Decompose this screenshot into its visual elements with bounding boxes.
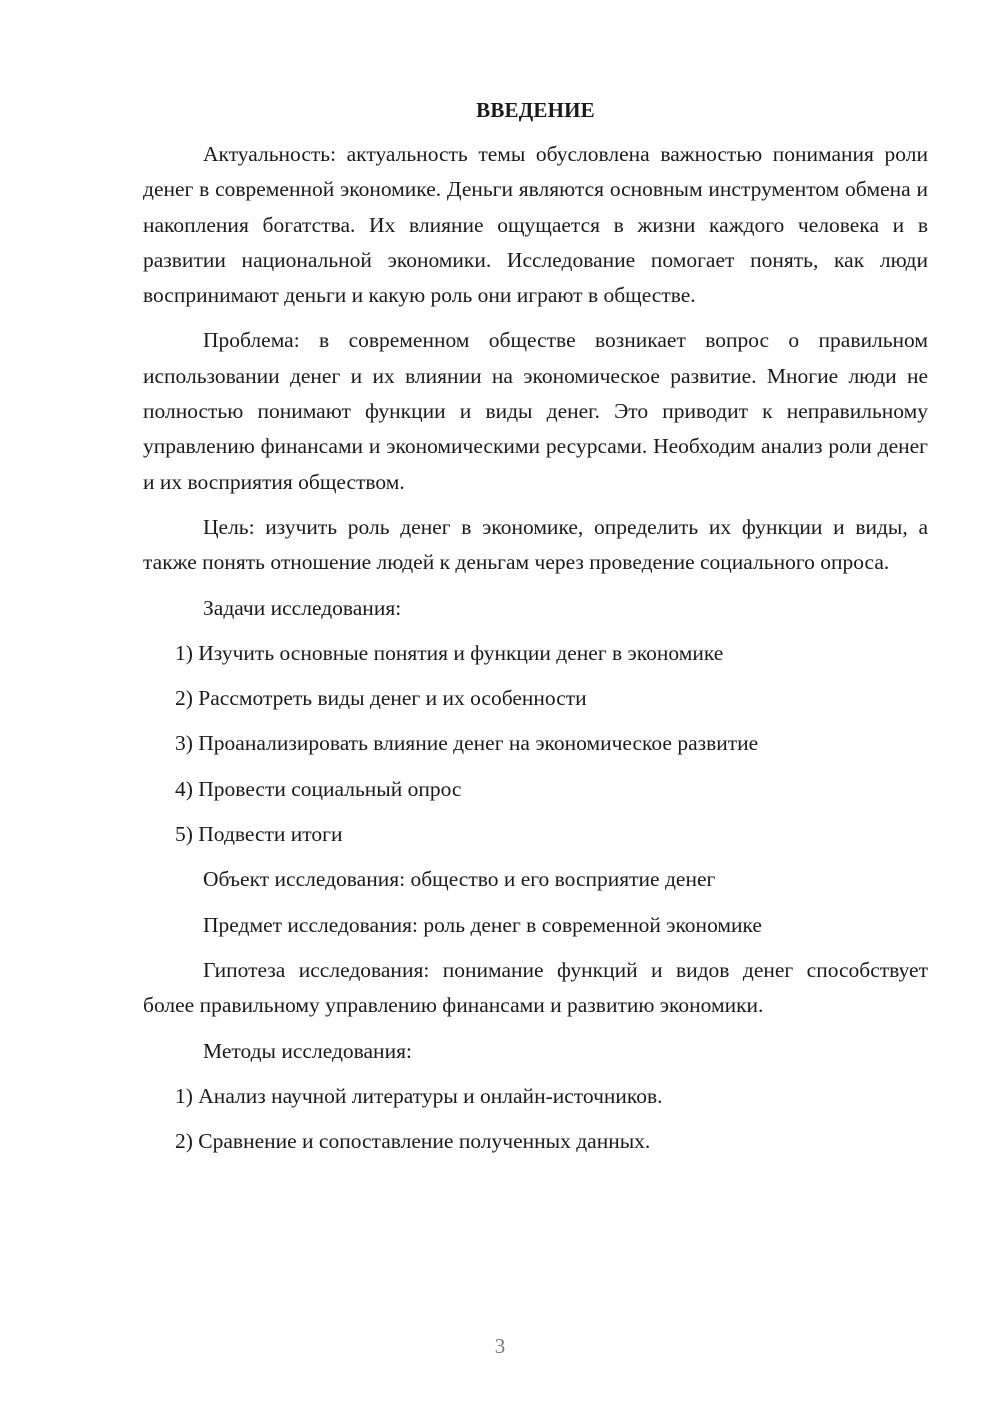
list-item: 4) Провести социальный опрос bbox=[175, 776, 462, 801]
list-item: 2) Рассмотреть виды денег и их особенности bbox=[175, 686, 587, 711]
relevance-paragraph: Актуальность: актуальность темы обусловлена важностью понимания роли денег в современной экономике. Деньги являются основным инструментом обмена и накопления богатства. Их влияние ощущается в жизни каждого человека и в развитии национальной экономики. Исследование помогает понять, как люди воспринимают деньги и какую роль они играют в обществе. bbox=[143, 142, 928, 308]
tasks-heading: Задачи исследования: bbox=[203, 595, 402, 620]
list-item: 1) Изучить основные понятия и функции денег в экономике bbox=[175, 640, 724, 665]
methods-list bbox=[143, 1079, 928, 1160]
tasks-list bbox=[143, 636, 928, 852]
goal-paragraph: Цель: изучить роль денег в экономике, определить их функции и виды, а также понять отношение людей к деньгам через проведение социального опроса. bbox=[143, 514, 928, 575]
object-line: Объект исследования: общество и его восприятие денег bbox=[203, 867, 716, 892]
section-title: ВВЕДЕНИЕ bbox=[476, 98, 595, 122]
list-item: 3) Проанализировать влияние денег на экономическое развитие bbox=[175, 731, 759, 756]
list-item: 2) Сравнение и сопоставление полученных данных. bbox=[175, 1129, 651, 1154]
problem-paragraph: Проблема: в современном обществе возникает вопрос о правильном использовании денег и их влиянии на экономическое развитие. Многие люди не полностью понимают функции и виды денег. Это приводит к неправильному управлению финансами и экономическими ресурсами. Необходим анализ роли денег и их восприятия обществом. bbox=[143, 328, 928, 494]
list-item: 1) Анализ научной литературы и онлайн-источников. bbox=[175, 1083, 663, 1108]
document-page bbox=[143, 95, 928, 1169]
page-number: 3 bbox=[494, 1334, 506, 1358]
methods-heading: Методы исследования: bbox=[203, 1038, 412, 1063]
hypothesis-paragraph: Гипотеза исследования: понимание функций и видов денег способствует более правильному управлению финансами и развитию экономики. bbox=[143, 957, 928, 1018]
list-item: 5) Подвести итоги bbox=[175, 822, 343, 847]
subject-line: Предмет исследования: роль денег в современной экономике bbox=[203, 912, 762, 937]
